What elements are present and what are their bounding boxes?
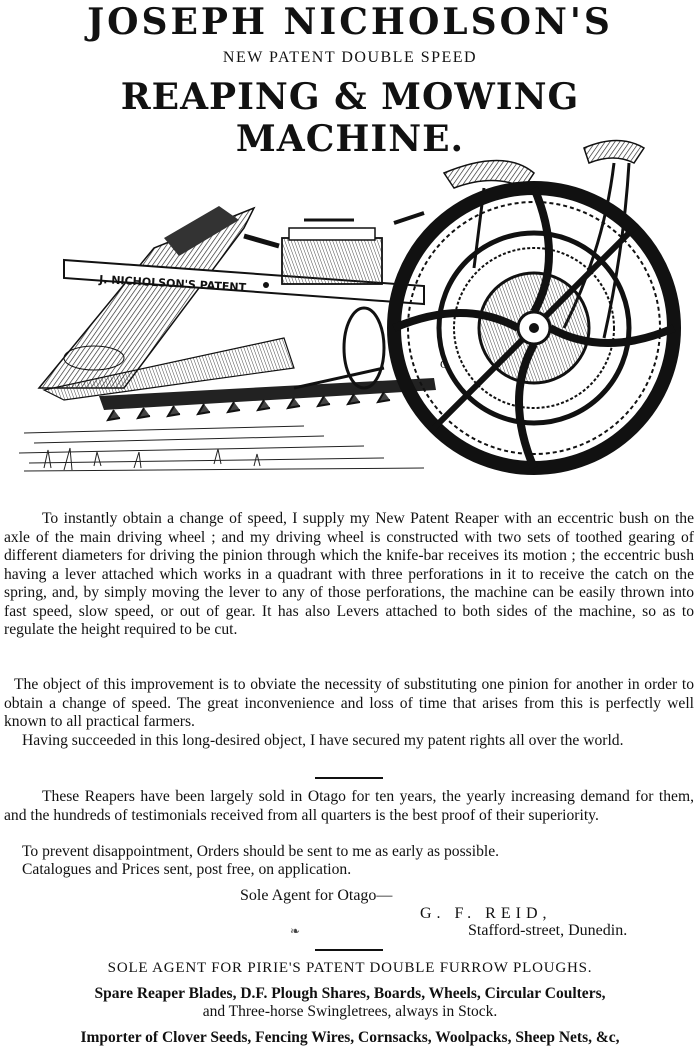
paragraph-mechanism: To instantly obtain a change of speed, I supply my New Patent Reaper with an eccentric bush on the axle of the main driving wheel ; and my driving wheel is constructed with two sets of toothed gearing of different diameters for driving the pinion through which the knife-bar receives its motion ; the eccentric bush having a lever attached which works in a quadrant with three perforations in it to receive the catch on the spring, and, by simply moving the lever to any of those perforations, the machine can be easily thrown into fast speed, slow speed, or out of gear. It has also Levers attached to both sides of the machine, so as to regulate the height required to be cut. [4, 510, 694, 638]
drive-wheel [394, 188, 674, 468]
divider [315, 949, 383, 951]
importer-line: Importer of Clover Seeds, Fencing Wires, Cornsacks, Woolpacks, Sheep Nets, &c, [80, 1029, 620, 1046]
advertiser-name-heading: JOSEPH NICHOLSON'S [87, 1, 613, 43]
ground-shading [19, 426, 424, 471]
product-heading: REAPING & MOWING MACHINE. [120, 76, 580, 160]
wheel-mark: C [440, 357, 449, 371]
paragraph-sales: These Reapers have been largely sold in Otago for ten years, the yearly increasing demand for them, and the hundreds of testimonials received from all quarters is the best proof of their superiority. [4, 788, 694, 824]
paragraph-patent: Having succeeded in this long-desired object, I have secured my patent rights all over the world. [22, 732, 624, 749]
agent-name: G. F. REID, [420, 905, 552, 922]
subtitle: NEW PATENT DOUBLE SPEED [222, 49, 478, 66]
patent-label: J. NICHOLSON'S PATENT [98, 273, 247, 295]
platform [39, 206, 294, 400]
agent-line: Sole Agent for Otago— [240, 887, 393, 904]
paragraph-orders: To prevent disappointment, Orders should be sent to me as early as possible. [22, 843, 500, 860]
reaping-machine-illustration [4, 128, 696, 500]
paragraph-catalogues: Catalogues and Prices sent, post free, on application. [22, 861, 352, 878]
spares-stock-line: and Three-horse Swingletrees, always in Stock. [202, 1003, 498, 1020]
divider [315, 777, 383, 779]
gearbox [244, 213, 424, 284]
ornament-icon: ❧ [290, 924, 301, 938]
paragraph-improvement: The object of this improvement is to obviate the necessity of substituting one pinion for another in order to obtain a change of speed. The great inconvenience and loss of time that arises from this is perfectly well known to all practical farmers. [4, 676, 694, 730]
spares-line: Spare Reaper Blades, D.F. Plough Shares, Boards, Wheels, Circular Coulters, [94, 985, 606, 1002]
ploughs-headline: SOLE AGENT FOR PIRIE'S PATENT DOUBLE FURROW PLOUGHS. [107, 960, 593, 976]
rear-wheel [294, 308, 384, 388]
agent-address: Stafford-street, Dunedin. [468, 922, 628, 939]
